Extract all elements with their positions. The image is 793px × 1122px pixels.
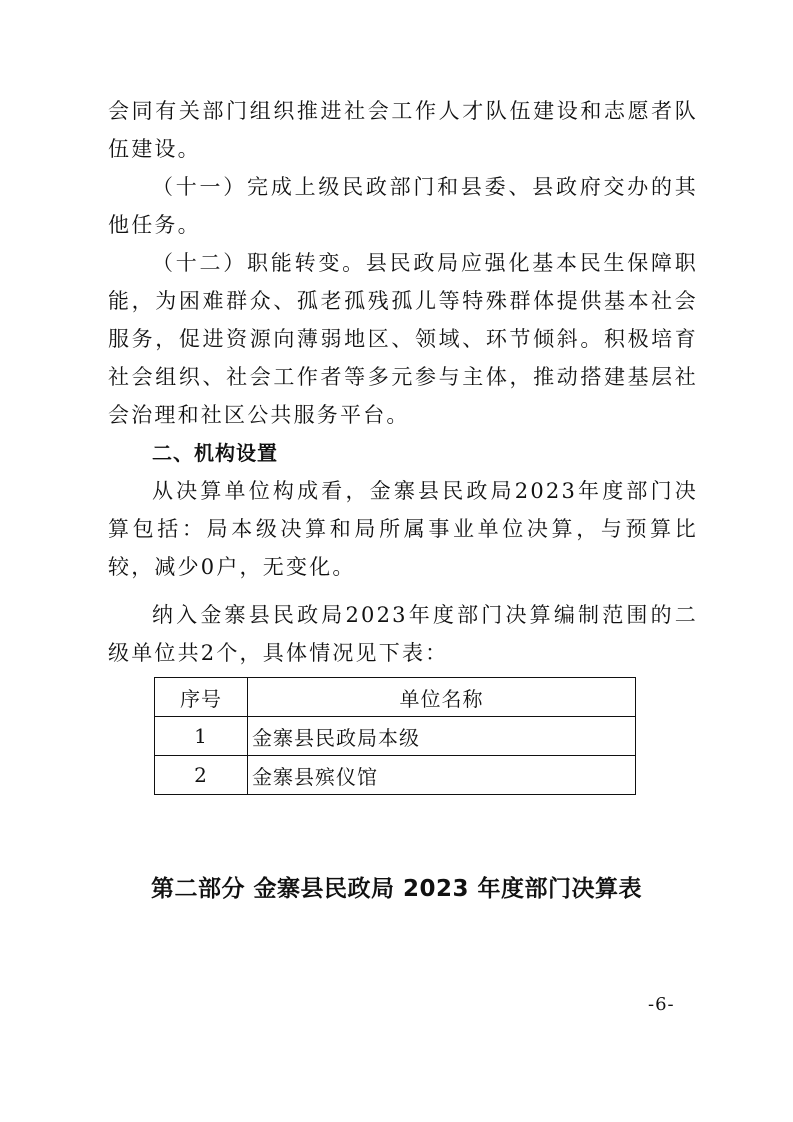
table-row — [155, 756, 636, 795]
units-table — [154, 677, 636, 795]
row-unit-name: 金寨县民政局本级 — [248, 717, 636, 756]
header-unit-name: 单位名称 — [248, 678, 636, 717]
section-heading-organization: 二、机构设置 — [152, 441, 278, 465]
paragraph-item-12: （十二）职能转变。县民政局应强化基本民生保障职能，为困难群众、孤老孤残孤儿等特殊群体提供基本社会服务，促进资源向薄弱地区、领域、环节倾斜。积极培育社会组织、社会工作者等多元参与主体，推动搭建基层社会治理和社区公共服务平台。 — [108, 251, 698, 427]
row-serial-number: 2 — [155, 756, 248, 795]
row-unit-name: 金寨县殡仪馆 — [248, 756, 636, 795]
table-row — [155, 717, 636, 756]
header-serial-number: 序号 — [155, 678, 248, 717]
row-serial-number: 1 — [155, 717, 248, 756]
table-header-row — [155, 678, 636, 717]
part-title: 第二部分 金寨县民政局 2023 年度部门决算表 — [150, 876, 643, 902]
paragraph-secondary-units: 纳入金寨县民政局2023年度部门决算编制范围的二级单位共2个，具体情况见下表： — [108, 603, 698, 665]
paragraph-budget-units: 从决算单位构成看，金寨县民政局2023年度部门决算包括：局本级决算和局所属事业单位决算，与预算比较，减少0户，无变化。 — [108, 479, 698, 579]
paragraph-volunteer-team: 会同有关部门组织推进社会工作人才队伍建设和志愿者队伍建设。 — [108, 99, 698, 161]
page-number: -6- — [648, 994, 675, 1015]
paragraph-item-11: （十一）完成上级民政部门和县委、县政府交办的其他任务。 — [108, 175, 698, 237]
